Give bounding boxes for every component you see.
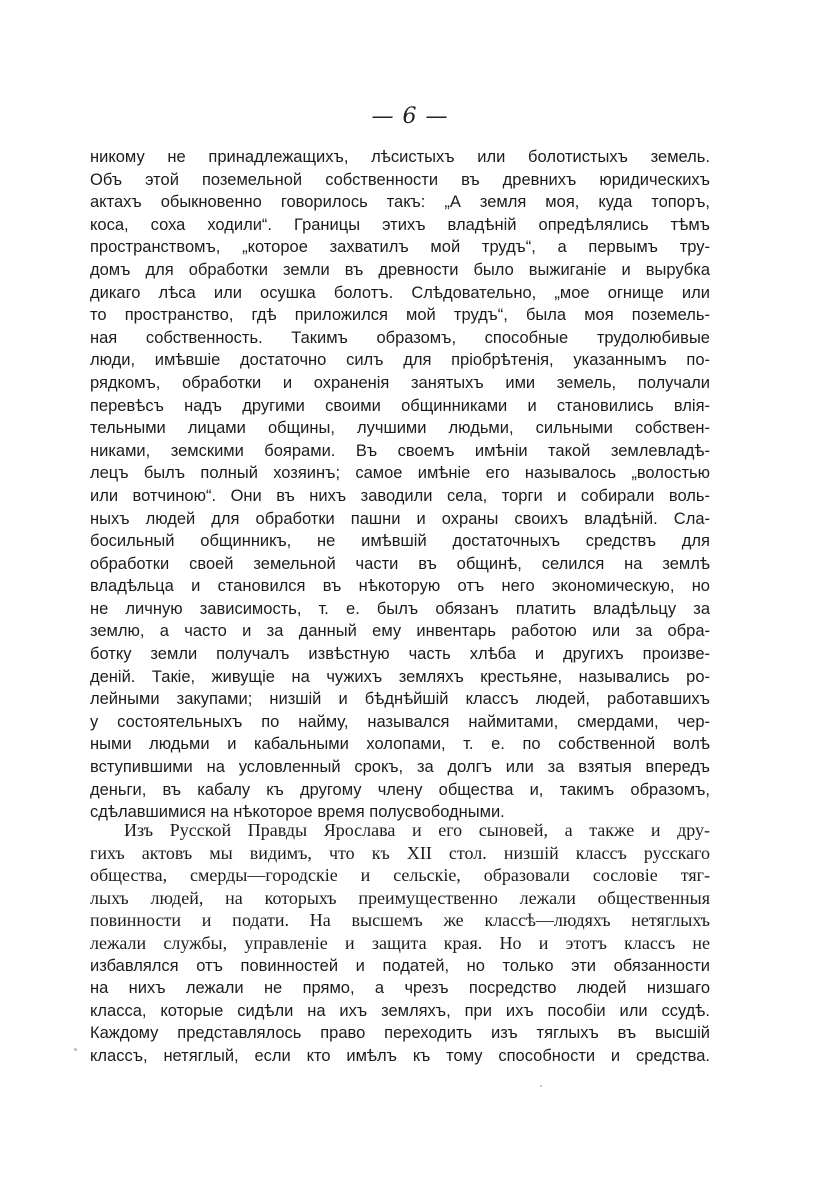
paragraph-2 xyxy=(90,819,710,1068)
text-line: или вотчиною“. Они въ нихъ заводили села, торги и собирали воль- xyxy=(90,486,710,505)
text-line: вступившими на условленный срокъ, за долгъ или за взятыя впередъ xyxy=(90,758,710,777)
text-line: избавлялся отъ повинностей и податей, но только эти обязанности xyxy=(90,956,710,975)
scan-speck xyxy=(540,1085,542,1087)
text-line: перевѣсъ надъ другими своими общинниками и становились влія- xyxy=(90,396,710,415)
text-line: дикаго лѣса или осушка болотъ. Слѣдовательно, „мое огнище или xyxy=(90,283,710,302)
text-line: лецъ былъ полный хозяинъ; самое имѣніе его называлось „волостью xyxy=(90,464,710,483)
paragraph-1 xyxy=(90,146,710,824)
text-line: у состоятельныхъ по найму, назывался наймитами, смердами, чер- xyxy=(90,712,710,731)
text-line: тельными лицами общины, лучшими людьми, сильными собствен- xyxy=(90,419,710,438)
text-line: на нихъ лежали не прямо, а чрезъ посредство людей низшаго xyxy=(90,979,710,998)
text-line: Объ этой поземельной собственности въ древнихъ юридическихъ xyxy=(90,170,710,189)
text-line: землю, а часто и за данный ему инвентарь работою или за обра- xyxy=(90,622,710,641)
text-line: повинности и подати. На высшемъ же классѣ—людяхъ нетяглыхъ xyxy=(90,910,710,931)
page-number: — 6 — xyxy=(371,104,449,129)
scan-speck xyxy=(74,1048,77,1051)
text-line: лежали службы, управленіе и защита края. Но и этотъ классъ не xyxy=(90,932,710,953)
text-line: рядкомъ, обработки и охраненія занятыхъ ими земель, получали xyxy=(90,373,710,392)
text-line: актахъ обыкновенно говорилось такъ: „А земля моя, куда топоръ, xyxy=(90,193,710,212)
text-line: деній. Такіе, живущіе на чужихъ земляхъ крестьяне, назывались ро- xyxy=(90,667,710,686)
text-line: то пространство, гдѣ приложился мой трудъ“, была моя поземель- xyxy=(90,306,710,325)
text-line: деньги, въ кабалу къ другому члену общества и, такимъ образомъ, xyxy=(90,780,710,799)
text-line: лыхъ людей, на которыхъ преимущественно лежали общественныя xyxy=(90,887,710,908)
text-line: никами, земскими боярами. Въ своемъ имѣніи такой землевладѣ- xyxy=(90,441,710,460)
text-line: сдѣлавшимися на нѣкоторое время полусвободными. xyxy=(90,803,505,822)
text-line: Изъ Русской Правды Ярослава и его сыновей, а также и дру- xyxy=(124,820,710,840)
text-line: босильный общинникъ, не имѣвшій достаточныхъ средствъ для xyxy=(90,532,710,551)
text-line: гихъ актовъ мы видимъ, что къ XII стол. низшій классъ русскаго xyxy=(90,842,710,863)
text-line: домъ для обработки земли въ древности было выжиганіе и вырубка xyxy=(90,260,710,279)
text-line: лейными закупами; низшій и бѣднѣйшій классъ людей, работавшихъ xyxy=(90,690,710,709)
text-line: никому не принадлежащихъ, лѣсистыхъ или болотистыхъ земель. xyxy=(90,148,710,166)
text-line: общества, смерды—городскіе и сельскіе, образовали сословіе тяг- xyxy=(90,865,710,886)
text-line: ботку земли получалъ извѣстную часть хлѣба и другихъ произве- xyxy=(90,645,710,664)
text-line: ными людьми и кабальными холопами, т. е. по собственной волѣ xyxy=(90,735,710,754)
text-line: класса, которые сидѣли на ихъ земляхъ, при ихъ пособіи или ссудѣ. xyxy=(90,1001,710,1020)
text-line: классъ, нетяглый, если кто имѣлъ къ тому способности и средства. xyxy=(90,1046,710,1065)
text-line: пространствомъ, „которое захватилъ мой трудъ“, а первымъ тру- xyxy=(90,238,710,257)
text-line: ныхъ людей для обработки пашни и охраны своихъ владѣній. Сла- xyxy=(90,509,710,528)
text-line: Каждому представлялось право переходить изъ тяглыхъ въ высшій xyxy=(90,1024,710,1043)
text-line: обработки своей земельной части въ общинѣ, селился на землѣ xyxy=(90,554,710,573)
text-line: люди, имѣвшіе достаточно силъ для пріобрѣтенія, указаннымъ по- xyxy=(90,351,710,370)
text-line: владѣльца и становился въ нѣкоторую отъ него экономическую, но xyxy=(90,577,710,596)
text-line: не личную зависимость, т. е. былъ обязанъ платить владѣльцу за xyxy=(90,599,710,618)
text-line: ная собственность. Такимъ образомъ, способные трудолюбивые xyxy=(90,328,710,347)
text-line: коса, соха ходили“. Границы этихъ владѣній опредѣлялись тѣмъ xyxy=(90,215,710,234)
